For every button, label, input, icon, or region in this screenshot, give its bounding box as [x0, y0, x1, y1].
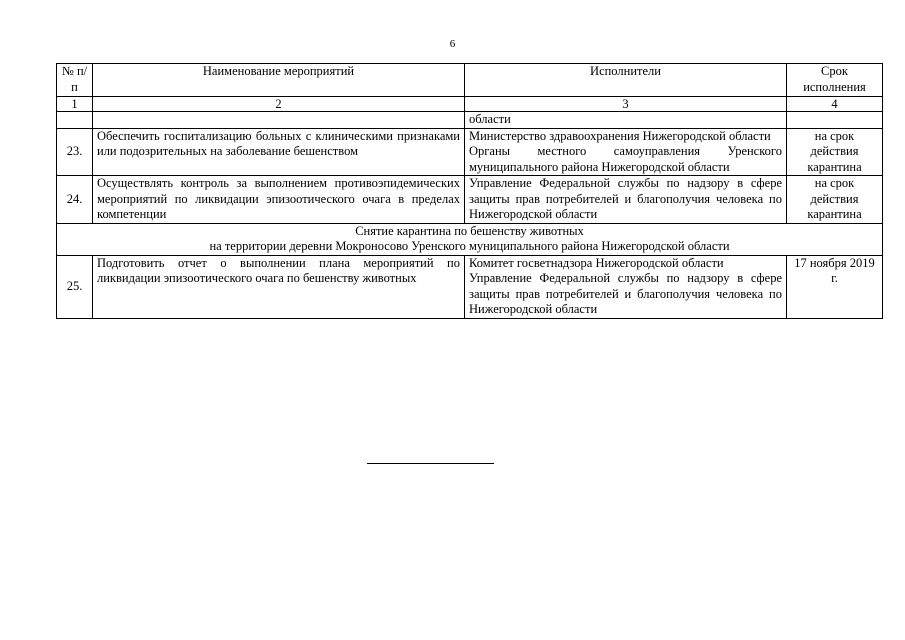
- row-executors: [465, 128, 787, 176]
- row-term: на срок действия карантина: [787, 176, 883, 224]
- row-executors: области: [465, 112, 787, 129]
- table-row-continued: [57, 112, 883, 129]
- column-index-row: [57, 97, 883, 112]
- section-heading: [57, 223, 883, 255]
- row-name: Подготовить отчет о выполнении плана мероприятий по ликвидации эпизоотического очага по бешенству животных: [93, 255, 465, 318]
- row-executors: [465, 176, 787, 224]
- executor-line: Управление Федеральной службы по надзору в сфере защиты прав потребителей и благополучия человека по Нижегородской области: [469, 271, 782, 316]
- row-term: на срок действия карантина: [787, 128, 883, 176]
- row-executors: [465, 255, 787, 318]
- table-row: [57, 255, 883, 318]
- row-num: 23.: [57, 128, 93, 176]
- column-index: 1: [57, 97, 93, 112]
- column-index: 3: [465, 97, 787, 112]
- page-number: 6: [449, 38, 456, 50]
- header-executors: Исполнители: [465, 64, 787, 97]
- executor-line: Управление Федеральной службы по надзору в сфере защиты прав потребителей и благополучия человека по Нижегородской области: [469, 176, 782, 221]
- header-term: Срок исполнения: [787, 64, 883, 97]
- row-name: Обеспечить госпитализацию больных с клиническими признаками или подозрительных на заболевание бешенством: [93, 128, 465, 176]
- header-name: Наименование мероприятий: [93, 64, 465, 97]
- table-row: [57, 176, 883, 224]
- row-name: Осуществлять контроль за выполнением противоэпидемических мероприятий по ликвидации эпизоотического очага в пределах компетенции: [93, 176, 465, 224]
- row-num: 24.: [57, 176, 93, 224]
- row-num: 25.: [57, 255, 93, 318]
- table-row: [57, 128, 883, 176]
- table-header-row: [57, 64, 883, 97]
- row-num: [57, 112, 93, 129]
- section-heading-line: Снятие карантина по бешенству животных: [355, 223, 584, 238]
- row-term: 17 ноября 2019 г.: [787, 255, 883, 318]
- column-index: 4: [787, 97, 883, 112]
- footer-rule: [367, 463, 494, 464]
- executor-line: Комитет госветнадзора Нижегородской области: [469, 255, 724, 270]
- activities-table: [56, 63, 883, 319]
- column-index: 2: [93, 97, 465, 112]
- section-heading-line: на территории деревни Мокроносово Уренского муниципального района Нижегородской области: [209, 239, 730, 253]
- row-term: [787, 112, 883, 129]
- executor-line: Органы местного самоуправления Уренского муниципального района Нижегородской области: [469, 144, 782, 174]
- header-num: № п/п: [57, 64, 93, 97]
- executor-line: Министерство здравоохранения Нижегородской области: [469, 128, 771, 143]
- row-name: [93, 112, 465, 129]
- section-heading-row: [57, 223, 883, 255]
